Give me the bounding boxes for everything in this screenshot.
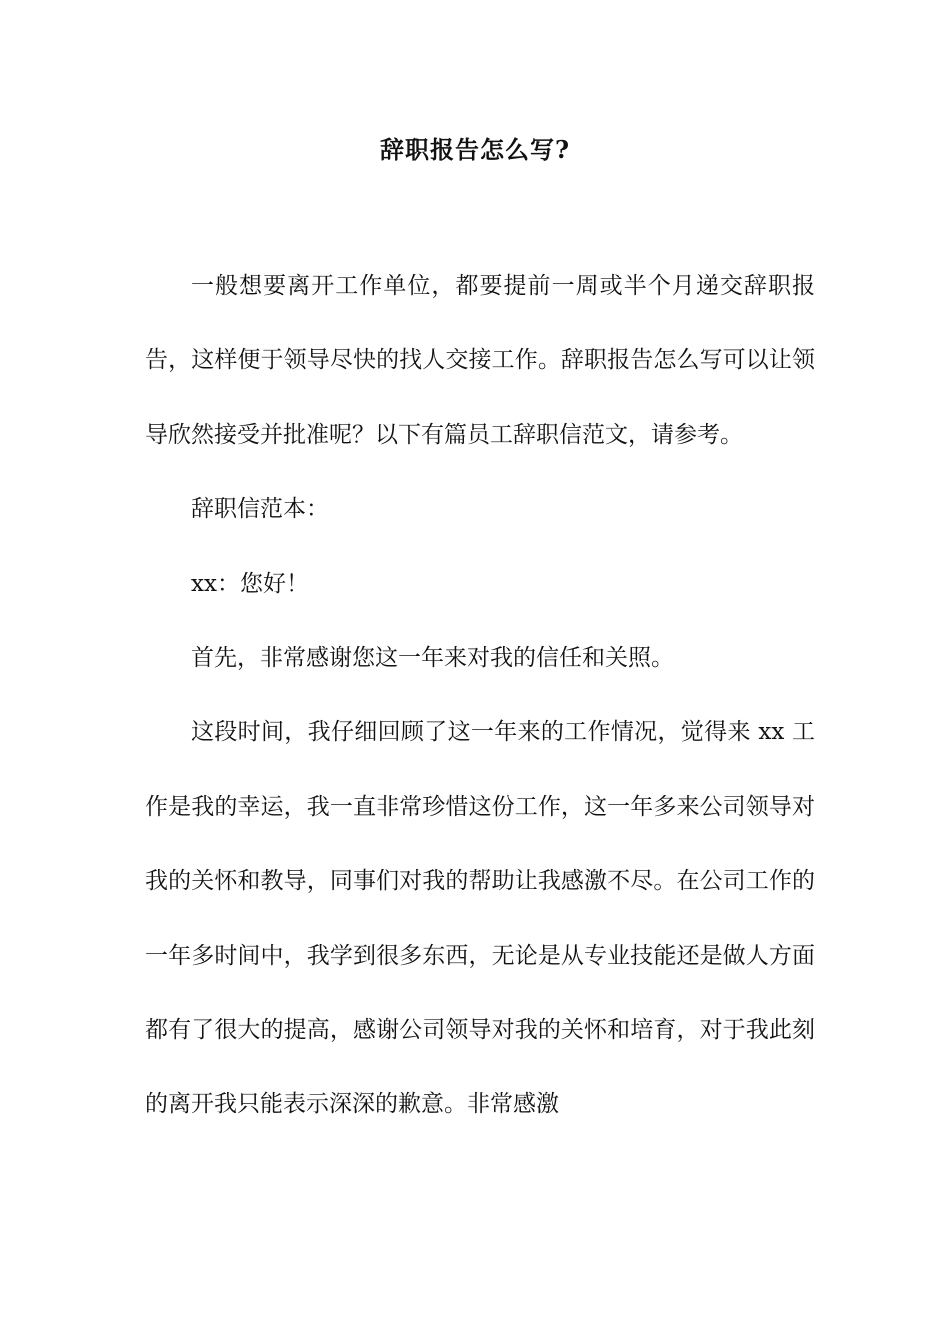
paragraph-reflection: 这段时间，我仔细回顾了这一年来的工作情况，觉得来 xx 工作是我的幸运，我一直非常珍惜这份工作，这一年多来公司领导对我的关怀和教导，同事们对我的帮助让我感激不尽。在公司工作的一年多时间中，我学到很多东西，无论是从专业技能还是做人方面都有了很大的提高，感谢公司领导对我的关怀和培育，对于我此刻的离开我只能表示深深的歉意。非常感激	[145, 719, 815, 1118]
document-body	[145, 249, 815, 1142]
paragraph-salutation: xx：您好！	[191, 570, 309, 597]
paragraph-intro: 一般想要离开工作单位，都要提前一周或半个月递交辞职报告，这样便于领导尽快的找人交接工作。辞职报告怎么写可以让领导欣然接受并批准呢？以下有篇员工辞职信范文，请参考。	[145, 273, 815, 448]
paragraph-thanks: 首先，非常感谢您这一年来对我的信任和关照。	[191, 645, 674, 672]
paragraph-sample-heading: 辞职信范本：	[191, 496, 329, 523]
document-title: 辞职报告怎么写?	[379, 135, 571, 164]
